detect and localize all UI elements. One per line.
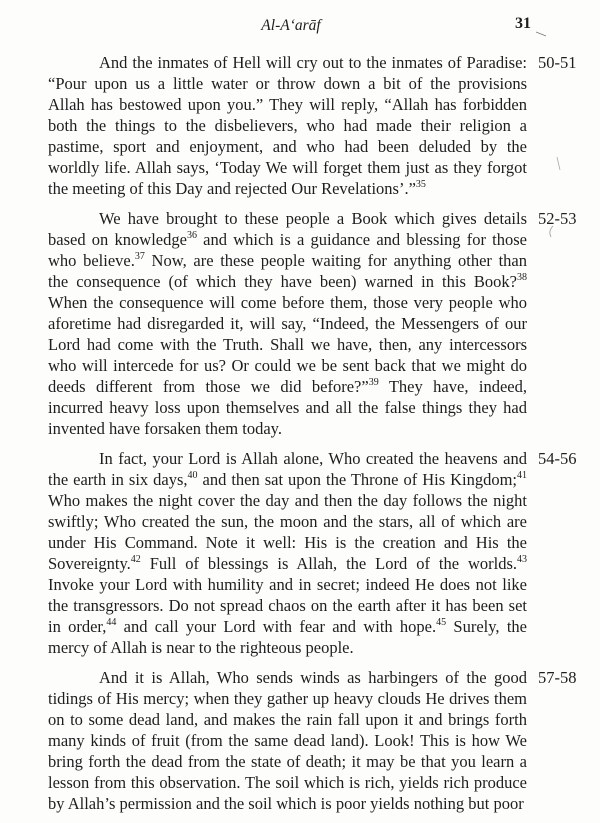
text-segment: mercy of Allah is near to the righteous people.	[48, 638, 354, 657]
text-segment: pastime, sport and enjoyment, and who had been deluded by the	[48, 137, 527, 156]
text-line	[48, 418, 527, 439]
footnote-ref: 36	[186, 230, 197, 241]
text-line	[48, 709, 527, 730]
page-number: 31	[515, 15, 531, 32]
paragraph	[48, 667, 577, 814]
text-segment: lesson from this observation. The soil which is rich, yields rich produce	[48, 773, 527, 792]
text-segment: “Pour upon us a little water or throw down a bit of the provisions	[48, 74, 527, 93]
text-segment: under His Command. Note it well: His is the creation and His the	[48, 533, 527, 552]
text-line	[48, 52, 527, 73]
text-line	[48, 469, 527, 490]
text-segment: the meeting of this Day and rejected Our Revelations’.”	[48, 179, 416, 198]
text-segment: on to some dead land, and makes the rain fall upon it and brings forth	[48, 710, 527, 729]
text-line	[48, 553, 527, 574]
footnote-ref: 42	[130, 554, 141, 565]
text-segment: invented have forsaken them today.	[48, 419, 282, 438]
verse-number: 57-58	[538, 668, 577, 687]
text-line	[48, 532, 527, 553]
text-line	[48, 397, 527, 418]
text-segment: incurred heavy loss upon themselves and all the false things they had	[48, 398, 527, 417]
text-segment: who believe.	[48, 251, 135, 270]
text-segment: the consequence (of which they have been) warned in this Book?	[48, 272, 517, 291]
text-line	[48, 667, 527, 688]
footnote-ref: 44	[106, 617, 117, 628]
text-segment: Full of blessings is Allah, the Lord of the worlds.	[140, 554, 517, 573]
verse-number: 52-53	[538, 209, 577, 228]
text-line	[48, 178, 527, 199]
text-line	[48, 730, 527, 751]
text-segment: the earth in six days,	[48, 470, 188, 489]
text-line	[48, 136, 527, 157]
text-line	[48, 208, 527, 229]
footnote-ref: 45	[436, 617, 447, 628]
text-segment: And the inmates of Hell will cry out to the inmates of Paradise:	[99, 53, 527, 72]
text-line	[48, 616, 527, 637]
text-line	[48, 157, 527, 178]
text-segment: both the things to the disbelievers, who had made their religion a	[48, 116, 527, 135]
text-line	[48, 751, 527, 772]
text-segment: worldly life. Allah says, ‘Today We will forget them just as they forgot	[48, 158, 527, 177]
footnote-ref: 35	[415, 179, 426, 190]
paragraph	[48, 208, 577, 439]
text-segment: and which is a guidance and blessing for those	[196, 230, 528, 249]
text-segment: deeds different from those we did before?”	[48, 377, 369, 396]
text-segment: Allah has bestowed upon you.” They will reply, “Allah has forbidden	[48, 95, 527, 114]
text-segment: who will intercede for us? Or could we be sent back that we might do	[48, 356, 527, 375]
text-segment: And it is Allah, Who sends winds as harbingers of the good	[99, 668, 527, 687]
footnote-ref: 37	[134, 251, 145, 262]
footnote-ref: 40	[187, 470, 198, 481]
text-line	[48, 334, 527, 355]
text-segment: and call your Lord with fear and with hope.	[116, 617, 437, 636]
text-segment: Surely, the	[446, 617, 527, 636]
text-line	[48, 772, 527, 793]
text-segment: Lord had come with the Truth. Shall we have, then, any intercessors	[48, 335, 527, 354]
text-line	[48, 511, 527, 532]
footnote-ref: 39	[368, 377, 379, 388]
document-body	[48, 52, 588, 823]
paragraph	[48, 52, 577, 199]
verse-number: 50-51	[538, 53, 577, 72]
text-segment: tidings of His mercy; when they gather up heavy clouds He drives them	[48, 689, 527, 708]
text-line	[48, 490, 527, 511]
text-line	[48, 595, 527, 616]
text-segment: and then sat upon the Throne of His Kingdom;	[197, 470, 518, 489]
text-segment: When the consequence will come before them, those very people who	[48, 293, 527, 312]
text-segment: Who makes the night cover the day and then the day follows the night	[48, 491, 527, 510]
text-line	[48, 73, 527, 94]
text-segment: the transgressors. Do not spread chaos on the earth after it has been set	[48, 596, 527, 615]
text-line	[48, 793, 527, 814]
text-line	[48, 229, 527, 250]
text-segment: many kinds of fruit (from the same dead land). Look! This is how We	[48, 731, 527, 750]
text-line	[48, 94, 527, 115]
text-line	[48, 637, 527, 658]
verse-number: 54-56	[538, 449, 577, 468]
text-segment: They have, indeed,	[378, 377, 527, 396]
text-segment: In fact, your Lord is Allah alone, Who created the heavens and	[99, 449, 527, 468]
running-header-title: Al-A‘arāf	[261, 17, 321, 34]
text-line	[48, 271, 527, 292]
text-segment: in order,	[48, 617, 107, 636]
paragraph	[48, 448, 577, 658]
text-segment: based on knowledge	[48, 230, 187, 249]
text-segment: We have brought to these people a Book which gives details	[99, 209, 527, 228]
text-line	[48, 376, 527, 397]
footnote-ref: 43	[517, 554, 527, 565]
footnote-ref: 38	[517, 272, 527, 283]
text-line	[48, 355, 527, 376]
text-line	[48, 292, 527, 313]
text-line	[48, 448, 527, 469]
text-segment: bring forth the dead from the state of death; it may be that you learn a	[48, 752, 527, 771]
footnote-ref: 41	[517, 470, 528, 481]
text-segment: by Allah’s permission and the soil which is poor yields nothing but poor	[48, 794, 524, 813]
text-line	[48, 250, 527, 271]
text-segment: Sovereignty.	[48, 554, 131, 573]
text-line	[48, 688, 527, 709]
text-segment: Invoke your Lord with humility and in secret; indeed He does not like	[48, 575, 527, 594]
text-segment: aforetime had disregarded it, will say, “Indeed, the Messengers of our	[48, 314, 527, 333]
text-segment: Now, are these people waiting for anything other than	[144, 251, 527, 270]
text-segment: swiftly; Who created the sun, the moon and the stars, all of which are	[48, 512, 527, 531]
text-line	[48, 115, 527, 136]
text-line	[48, 574, 527, 595]
text-line	[48, 313, 527, 334]
